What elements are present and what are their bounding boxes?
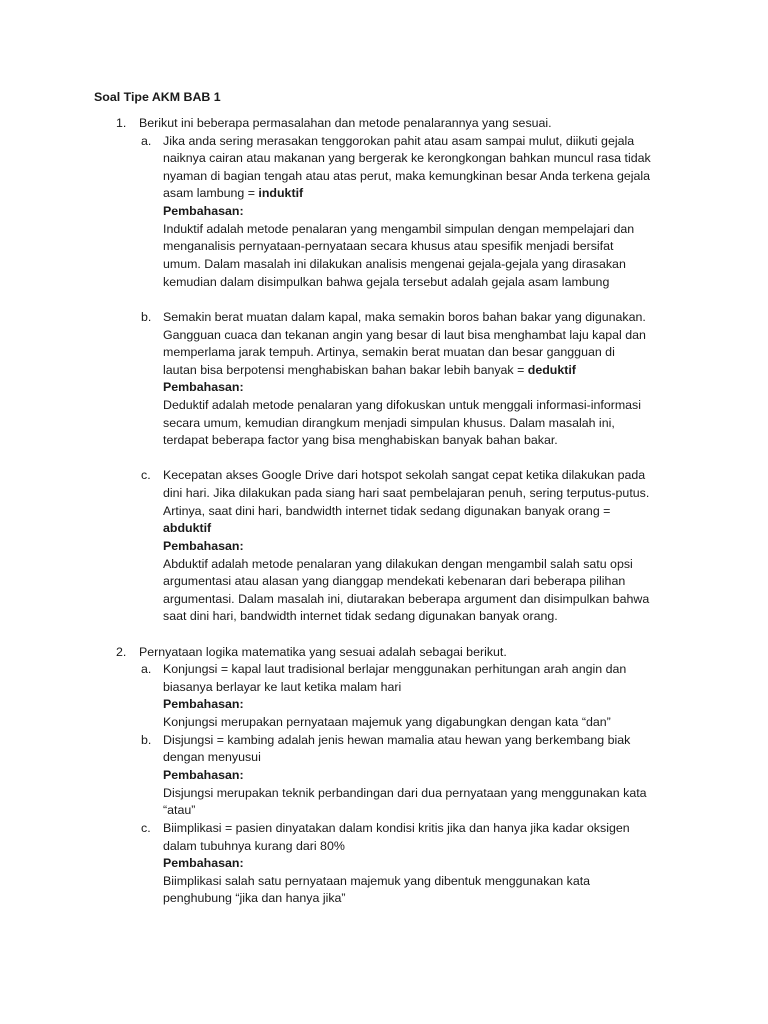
q1b-pembahasan-label: Pembahasan: — [163, 380, 244, 394]
q2b-explanation-line: “atau” — [163, 803, 196, 817]
q1a-answer: induktif — [258, 186, 304, 200]
q1b-explanation-line: secara umum, kemudian dirangkum menjadi simpulan khusus. Dalam masalah ini, — [163, 416, 615, 430]
q1b-question-line: Gangguan cuaca dan tekanan angin yang besar di laut bisa menghambat laju kapal dan — [163, 328, 646, 342]
q2b-question-line: Disjungsi = kambing adalah jenis hewan mamalia atau hewan yang berkembang biak — [163, 733, 631, 747]
q2-number: 2. — [116, 645, 127, 659]
q1c-explanation-line: Abduktif adalah metode penalaran yang dilakukan dengan mengambil salah satu opsi — [163, 557, 633, 571]
q2a-question-line: biasanya berlayar ke laut ketika malam hari — [163, 680, 402, 694]
q1c-explanation-line: argumentasi. Dalam masalah ini, diutarakan beberapa argument dan disimpulkan bahwa — [163, 592, 650, 606]
q1a-explanation-line: umum. Dalam masalah ini dilakukan analisis mengenai gejala-gejala yang dirasakan — [163, 257, 626, 271]
q1a-question-line — [163, 185, 303, 203]
q1c-answer: abduktif — [163, 521, 212, 535]
q2b-pembahasan-label: Pembahasan: — [163, 768, 244, 782]
q1c-question-line: Artinya, saat dini hari, bandwidth internet tidak sedang digunakan banyak orang = — [163, 504, 611, 518]
q1c-question-line: Kecepatan akses Google Drive dari hotspot sekolah sangat cepat ketika dilakukan pada — [163, 468, 646, 482]
q2b-explanation-line: Disjungsi merupakan teknik perbandingan dari dua pernyataan yang menggunakan kata — [163, 786, 647, 800]
q1b-question-line — [163, 362, 576, 380]
q2-intro: Pernyataan logika matematika yang sesuai adalah sebagai berikut. — [139, 645, 507, 659]
q2a-question-line: Konjungsi = kapal laut tradisional berlajar menggunakan perhitungan arah angin dan — [163, 662, 627, 676]
q1c-explanation-line: argumentasi atau alasan yang dianggap mendekati kebenaran dari beberapa pilihan — [163, 574, 626, 588]
q2c-question-line: Biimplikasi = pasien dinyatakan dalam kondisi kritis jika dan hanya jika kadar oksigen — [163, 821, 630, 835]
q2c-question-line: dalam tubuhnya kurang dari 80% — [163, 839, 345, 853]
q1a-explanation-line: Induktif adalah metode penalaran yang mengambil simpulan dengan mempelajari dan — [163, 222, 635, 236]
q2a-pembahasan-label: Pembahasan: — [163, 697, 244, 711]
q1a-question-text: asam lambung = — [163, 186, 259, 200]
q1b-question-line: memperlama jarak tempuh. Artinya, semakin berat muatan dan besar gangguan di — [163, 345, 615, 359]
q1c-pembahasan-label: Pembahasan: — [163, 539, 244, 553]
q2c-explanation-line: Biimplikasi salah satu pernyataan majemuk yang dibentuk menggunakan kata — [163, 874, 591, 888]
q1a-pembahasan-label: Pembahasan: — [163, 204, 244, 218]
q1-intro: Berikut ini beberapa permasalahan dan metode penalarannya yang sesuai. — [139, 116, 552, 130]
q1a-explanation-line: menganalisis pernyataan-pernyataan secara khusus atau spesifik menjadi bersifat — [163, 239, 614, 253]
q1b-letter: b. — [141, 310, 152, 324]
q1a-question-line: naiknya cairan atau makanan yang bergerak ke kerongkongan bahkan muncul rasa tidak — [163, 151, 651, 165]
q1-number: 1. — [116, 116, 127, 130]
q1b-question-text: lautan bisa berpotensi menghabiskan bahan bakar lebih banyak = — [163, 363, 528, 377]
document-title: Soal Tipe AKM BAB 1 — [94, 90, 221, 104]
q1b-answer: deduktif — [527, 363, 576, 377]
q2a-letter: a. — [141, 662, 152, 676]
q2c-pembahasan-label: Pembahasan: — [163, 856, 244, 870]
q1b-question-line: Semakin berat muatan dalam kapal, maka semakin boros bahan bakar yang digunakan. — [163, 310, 646, 324]
q1c-explanation-line: saat dini hari, bandwidth internet tidak sedang digunakan banyak orang. — [163, 609, 558, 623]
q1a-question-line: Jika anda sering merasakan tenggorokan pahit atau asam sampai mulut, diikuti gejala — [163, 134, 635, 148]
q1c-question-line: dini hari. Jika dilakukan pada siang hari saat pembelajaran penuh, sering terputus-putus. — [163, 486, 650, 500]
q1b-explanation-line: terdapat beberapa factor yang bisa menghabiskan banyak bahan bakar. — [163, 433, 558, 447]
q2b-question-line: dengan menyusui — [163, 750, 261, 764]
q1a-letter: a. — [141, 134, 152, 148]
q2a-explanation-line: Konjungsi merupakan pernyataan majemuk yang digabungkan dengan kata “dan” — [163, 715, 611, 729]
q2c-letter: c. — [141, 821, 151, 835]
q1b-explanation-line: Deduktif adalah metode penalaran yang difokuskan untuk menggali informasi-informasi — [163, 398, 642, 412]
q2c-explanation-line: penghubung “jika dan hanya jika” — [163, 891, 346, 905]
q1c-letter: c. — [141, 468, 151, 482]
q1a-question-line: nyaman di bagian tengah atau atas perut, maka kemungkinan besar Anda terkena gejala — [163, 169, 651, 183]
q2b-letter: b. — [141, 733, 152, 747]
q1a-explanation-line: kemudian dalam disimpulkan bahwa gejala tersebut adalah gejala asam lambung — [163, 275, 610, 289]
